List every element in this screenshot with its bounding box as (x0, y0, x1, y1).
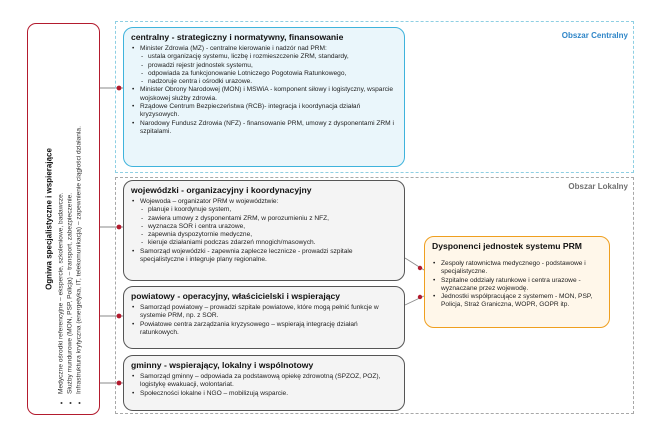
support-item: • Medyczne ośrodki referencyjne – ekspercie, szkoleniowe, badawcze. (56, 34, 65, 394)
sub-list (140, 206, 397, 247)
county-level-box (123, 286, 405, 349)
sub-list-item: - ustala organizację systemu, liczbę i rozmieszczenie ZRM, standardy, (148, 53, 397, 61)
sub-list-item: - odpowiada za funkcjonowanie Lotniczego Pogotowia Ratunkowego, (148, 70, 397, 78)
support-panel-title: Ogniwa specjalistyczne i wspierające (44, 148, 53, 290)
municipal-level-box (123, 355, 405, 411)
sub-list-item: - planuje i koordynuje system, (148, 206, 397, 214)
list-item: • Samorząd gminny – odpowiada za podstawową opiekę zdrowotną (SPZOZ, POZ), logistykę ewakuacji, wolontariat. (140, 373, 397, 390)
sub-list-item: - nadzoruje centra i ośrodki urazowe. (148, 78, 397, 86)
sub-list-item: - wyznacza SOR i centra urazowe, (148, 223, 397, 231)
list-item: • Jednostki współpracujące z systemem - MON, PSP, Policja, Straż Graniczna, WOPR, GOPR itp. (441, 293, 602, 310)
support-panel-list (56, 34, 83, 404)
prm-dispatchers-title: Dysponenci jednostek systemu PRM (432, 241, 582, 251)
voivodeship-level-box (123, 180, 405, 281)
support-item: • Służby mundurowe (MON, PSP, Policja) – transport, zabezpieczenie. (65, 34, 74, 394)
voivodeship-level-title: wojewódzki - organizacyjny i koordynacyjny (131, 185, 312, 195)
list-item: • Minister Obrony Narodowej (MON) i MSWiA - komponent siłowy i logistyczny, wsparcie wojskowej służby zdrowia. (140, 86, 397, 103)
sub-list-item: - kieruje działaniami podczas zdarzeń mnogich/masowych. (148, 239, 397, 247)
list-item-text: Wojewoda – organizator PRM w województwie: (140, 198, 279, 205)
central-area-label: Obszar Centralny (561, 31, 628, 40)
central-level-box (123, 27, 405, 167)
sub-list-item: - zapewnia dyspozytornie medyczne, (148, 231, 397, 239)
prm-dispatchers-list (432, 260, 602, 310)
central-level-title: centralny - strategiczny i normatywny, finansowanie (131, 32, 344, 42)
voivodeship-level-list (131, 198, 397, 264)
list-item: • Zespoły ratownictwa medycznego - podstawowe i specjalistyczne. (441, 260, 602, 277)
list-item: • Szpitalne oddziały ratunkowe i centra urazowe - wyznaczane przez wojewodę. (441, 277, 602, 294)
list-item: • Samorząd powiatowy – prowadzi szpitale powiatowe, które mogą pełnić funkcje w systemie PRM, np. z SOR. (140, 304, 397, 321)
central-level-list (131, 45, 397, 136)
list-item: • Narodowy Fundusz Zdrowia (NFZ) - finansowanie PRM, umowy z dysponentami ZRM i szpitalami. (140, 120, 397, 137)
support-panel-content (44, 34, 83, 404)
list-item: • Samorząd wojewódzki - zapewnia zaplecze lecznicze - prowadzi szpitale specjalistyczne i integruje plany regionalne. (140, 248, 397, 265)
county-level-list (131, 304, 397, 337)
county-level-title: powiatowy - operacyjny, właścicielski i wspierający (131, 291, 341, 301)
sub-list-item: - zawiera umowy z dysponentami ZRM, w porozumieniu z NFZ, (148, 215, 397, 223)
municipal-level-title: gminny - wspierający, lokalny i wspólnotowy (131, 360, 314, 370)
list-item-text: Minister Zdrowia (MZ) - centralne kierowanie i nadzór nad PRM: (140, 45, 327, 52)
support-item: • Infrastruktura krytyczna (energetyka, IT, telekomunikacja) – zapewnienie ciągłości działania. (74, 34, 83, 394)
list-item: • Powiatowe centra zarządzania kryzysowego – wspierają integrację działań ratunkowych. (140, 321, 397, 338)
list-item: • Społeczności lokalne i NGO – mobilizują wsparcie. (140, 390, 397, 398)
list-item (140, 45, 397, 86)
sub-list-item: - prowadzi rejestr jednostek systemu, (148, 62, 397, 70)
support-panel (27, 23, 100, 415)
prm-dispatchers-box (424, 236, 610, 328)
municipal-level-list (131, 373, 397, 398)
list-item: • Rządowe Centrum Bezpieczeństwa (RCB)- integracja i koordynacja działań kryzysowych. (140, 103, 397, 120)
sub-list (140, 53, 397, 86)
local-area-label: Obszar Lokalny (568, 182, 628, 191)
list-item (140, 198, 397, 248)
